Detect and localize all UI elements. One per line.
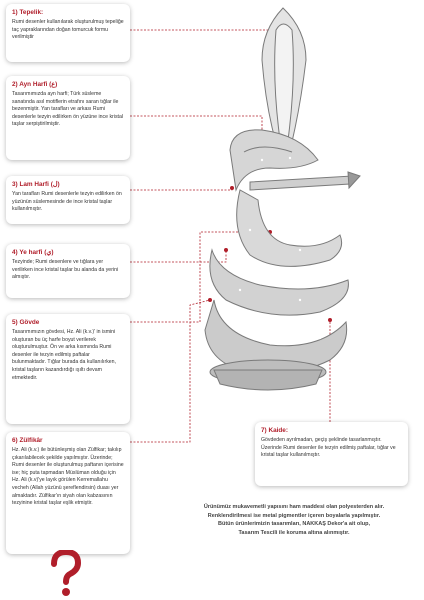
zulfikar-sword — [250, 176, 352, 190]
callout-title: 7) Kaide: — [261, 427, 288, 434]
callout-title: 4) Ye harfi (ي) — [12, 249, 54, 256]
product-note — [168, 503, 420, 537]
callout-text: Hz. Ali (k.v.) ile bütünleşmiş olan Zülfikar; takılıp çıkarılabilecek şekilde yapılmıştır. Üzerinde; Rumi desenler ile oluşturulmuş paftanın içerisine ise; hiç puta tapmadan Müslüman olduğu için Hz. Ali (k.v)'ye layık görülen Kerremallahu vecheh (Allah yüzünü şereflendirsin) duası yer almaktadır. Zülfikar'ın siyah olan kabzasının tezyinine kristal taşlar eşlik etmiştir. — [12, 447, 124, 507]
callout-title: 6) Zülfikâr — [12, 437, 43, 444]
callout-lam-harfi — [6, 176, 130, 224]
callout-title: 3) Lam Harfi (ل) — [12, 181, 60, 188]
callout-text: Gövdeden ayrılmadan, geçiş şeklinde tasarlanmıştır. Üzerinde Rumi desenler ile tezyin edilmiş paftalar, tığlar ve kristal taşlar kullanılmıştır. — [261, 437, 396, 459]
callout-text: Tasarımımızda ayn harfi; Türk süsleme sanatında asıl motiflerin etrafını saran tığlar ile bezenmiştir. Yan tarafları ve arkası Rumi desenlerle tezyin edilirken ön yüzüne ince kristal taşlar serpiştirilmiştir. — [12, 91, 124, 128]
lam-letter — [237, 190, 342, 266]
callout-title: 5) Gövde — [12, 319, 40, 326]
callout-title: 1) Tepelik: — [12, 9, 44, 16]
callout-tepelik — [6, 4, 130, 62]
product-note-line: Tasarım Tescili ile koruma altına alınmıştır. — [238, 529, 350, 536]
question-mark-icon — [46, 550, 86, 598]
callout-text: Tezyinde; Rumi desenlere ve tığlara yer verilirken ince kristal taşlar bu alanda da yerini almıştır. — [12, 259, 119, 281]
sculpture — [205, 8, 360, 390]
product-note-line: Ürünümüz mukavemetli yapısını ham maddesi olan polyesterden alır. — [203, 504, 385, 510]
callout-text: Yan tarafları Rumi desenlerle tezyin edilirken ön yüzünün süslemesinde de ince kristal taşlar kullanılmıştır. — [12, 191, 122, 213]
callout-ayn-harfi — [6, 76, 130, 160]
callout-text: Tasarımımızın gövdesi, Hz. Ali (k.v.)' in ismini oluşturan bu üç harfe boyut verilerek oluşturulmuştur. Ön ve arka kısmında Rumi desenler ile tezyin edilmiş paftalar bulunmaktadır. Tığlar burada da kullanılırken, kristal taşların kazandırdığı ışıltı devam etmektedir. — [12, 329, 117, 381]
callout-ye-harfi — [6, 244, 130, 298]
callout-govde — [6, 314, 130, 424]
product-note-line: Renklendirilmesi ise metal pigmentler içeren boyalarla yapılmıştır. — [207, 512, 381, 519]
callout-kaide — [255, 422, 408, 486]
product-note-line: Bütün ürünlerimizin tasarımları, NAKKAŞ Dekor'a ait olup, — [218, 521, 370, 528]
callout-zulfikar — [6, 432, 130, 554]
callout-text: Rumi desenler kullanılarak oluşturulmuş tepeliğe taç yapraklarından doğan tomurcuk formu verilmiştir — [12, 19, 124, 41]
callout-title: 2) Ayn Harfi (ع) — [12, 81, 58, 88]
